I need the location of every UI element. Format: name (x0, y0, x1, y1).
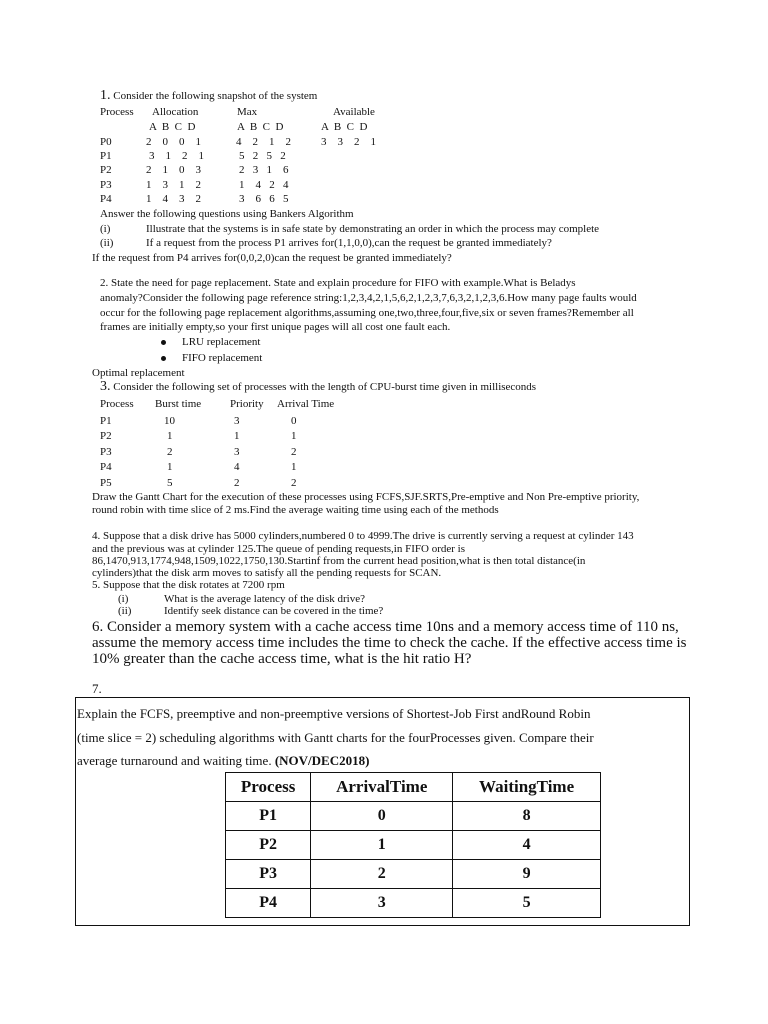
q1-answer-line: Answer the following questions using Bankers Algorithm (100, 208, 354, 220)
q3-cell: 1 (234, 430, 240, 442)
q3-number: 3. (100, 379, 111, 394)
table-row (226, 802, 601, 831)
q1-row-allocation: 2 0 0 1 (146, 136, 201, 148)
table-cell: 5 (453, 889, 601, 918)
q2-bullet-label: LRU replacement (182, 336, 261, 348)
q5-line: 5. Suppose that the disk rotates at 7200 rpm (92, 579, 285, 591)
q1-intro: Consider the following snapshot of the system (113, 90, 318, 102)
q5-item-number: (ii) (118, 605, 132, 617)
q1-row-process: P2 (100, 164, 112, 176)
q1-row-max: 4 2 1 2 (236, 136, 291, 148)
q7-line: average turnaround and waiting time. (77, 753, 275, 768)
q3-cell: 1 (167, 461, 173, 473)
q1-row-allocation: 3 1 2 1 (149, 150, 204, 162)
table-cell: 0 (311, 802, 453, 831)
bullet-icon (161, 340, 166, 345)
q1-row-allocation: 1 3 1 2 (146, 179, 201, 191)
q2-line: occur for the following page replacement algorithms,assuming one,two,three,four,five,six or seven frames?Remember all (100, 307, 634, 319)
q1-row-allocation: 1 4 3 2 (146, 193, 201, 205)
q1-header-max: Max (237, 106, 258, 118)
q3-tail: Draw the Gantt Chart for the execution of these processes using FCFS,SJF.SRTS,Pre-emptive and Non Pre-emptive priority, (92, 491, 640, 503)
q2-tail: Optimal replacement (92, 367, 185, 379)
q1-item-number: (ii) (100, 237, 114, 249)
q1-item-number: (i) (100, 223, 111, 235)
q1-sub-max: A B C D (237, 121, 284, 133)
q7-number: 7. (92, 681, 102, 696)
q3-header: Arrival Time (277, 398, 335, 410)
q3-cell: 3 (234, 446, 240, 458)
q3-header: Priority (230, 398, 264, 410)
q1-header-process: Process (100, 106, 134, 118)
q4-line: and the previous was at cylinder 125.The queue of pending requests,in FIFO order is (92, 543, 465, 555)
q1-row-process: P4 (100, 193, 112, 205)
table-cell: 1 (311, 831, 453, 860)
q3-cell: P1 (100, 415, 112, 427)
q5-item-number: (i) (118, 593, 129, 605)
q5-item-text: What is the average latency of the disk drive? (164, 593, 365, 605)
q1-row-max: 3 6 6 5 (239, 193, 289, 205)
q3-cell: 5 (167, 477, 173, 489)
table-cell: 3 (311, 889, 453, 918)
q6-line: 10% greater than the cache access time, what is the hit ratio H? (92, 651, 472, 667)
q3-cell: 1 (167, 430, 173, 442)
q1-header-allocation: Allocation (152, 106, 199, 118)
q1-tail: If the request from P4 arrives for(0,0,2,0)can the request be granted immediately? (92, 252, 452, 264)
q5-item-text: Identify seek distance can be covered in the time? (164, 605, 384, 617)
q1-sub-available: A B C D (321, 121, 368, 133)
table-row (226, 889, 601, 918)
q3-cell: 10 (164, 415, 175, 427)
table-row (226, 831, 601, 860)
q3-cell: 3 (234, 415, 240, 427)
q1-header-available: Available (333, 106, 375, 118)
table-cell: P2 (226, 831, 311, 860)
q3-title (100, 380, 536, 394)
q1-row-max: 5 2 5 2 (239, 150, 286, 162)
q7-table (225, 772, 601, 918)
q1-row-process: P3 (100, 179, 112, 191)
q3-header: Process (100, 398, 134, 410)
table-cell: P1 (226, 802, 311, 831)
q7-line-3 (77, 753, 369, 769)
q3-cell: P5 (100, 477, 112, 489)
q7-tag: (NOV/DEC2018) (274, 753, 370, 768)
q4-line: 86,1470,913,1774,948,1509,1022,1750,130.Startinf from the current head position,what is then total distance(in (92, 555, 586, 567)
q1-row-available: 3 3 2 1 (321, 136, 376, 148)
q3-cell: 0 (291, 415, 297, 427)
q3-cell: 2 (167, 446, 173, 458)
q1-item-text: Illustrate that the systems is in safe state by demonstrating an order in which the process may complete (146, 223, 600, 235)
table-header-cell: ArrivalTime (311, 773, 453, 802)
table-row (226, 860, 601, 889)
q1-title (100, 89, 317, 103)
q3-cell: 1 (291, 461, 297, 473)
q7-line: Explain the FCFS, preemptive and non-preemptive versions of Shortest-Job First andRound Robin (77, 706, 591, 721)
q3-header: Burst time (155, 398, 202, 410)
q1-row-allocation: 2 1 0 3 (146, 164, 201, 176)
q3-cell: P2 (100, 430, 112, 442)
q1-row-process: P1 (100, 150, 112, 162)
q3-cell: 2 (291, 477, 297, 489)
q1-item-text: If a request from the process P1 arrives for(1,1,0,0),can the request be granted immediately? (146, 237, 552, 249)
q1-row-max: 2 3 1 6 (239, 164, 289, 176)
q2-bullet-item (161, 351, 262, 365)
q2-bullet-label: FIFO replacement (182, 352, 263, 364)
table-cell: 9 (453, 860, 601, 889)
q3-cell: 2 (234, 477, 240, 489)
table-header-cell: Process (226, 773, 311, 802)
q1-number: 1. (100, 88, 111, 103)
q6-line: assume the memory access time includes the time to check the cache. If the effective access time is (92, 635, 687, 651)
q3-cell: P4 (100, 461, 112, 473)
table-header-cell: WaitingTime (453, 773, 601, 802)
q4-line: 4. Suppose that a disk drive has 5000 cylinders,numbered 0 to 4999.The drive is currently serving a request at cylinder 143 (92, 530, 634, 542)
bullet-icon (161, 356, 166, 361)
q2-line: anomaly?Consider the following page reference string:1,2,3,4,2,1,5,6,2,1,2,3,7,6,3,2,1,2,3,6.How many page faults would (100, 292, 637, 304)
table-cell: 4 (453, 831, 601, 860)
q6-line: 6. Consider a memory system with a cache access time 10ns and a memory access time of 110 ns, (92, 619, 679, 635)
q1-row-process: P0 (100, 136, 112, 148)
q2-line: frames are initially empty,so your first unique pages will all cost one fault each. (100, 321, 451, 333)
q3-tail: round robin with time slice of 2 ms.Find the average waiting time using each of the methods (92, 504, 499, 516)
q3-cell: 2 (291, 446, 297, 458)
q3-cell: 4 (234, 461, 240, 473)
q1-row-max: 1 4 2 4 (239, 179, 289, 191)
q2-bullet-item (161, 335, 261, 349)
q3-cell: 1 (291, 430, 297, 442)
table-cell: P4 (226, 889, 311, 918)
q3-cell: P3 (100, 446, 112, 458)
table-cell: P3 (226, 860, 311, 889)
q7-line: (time slice = 2) scheduling algorithms with Gantt charts for the fourProcesses given. Compare their (77, 730, 594, 745)
q3-intro: Consider the following set of processes with the length of CPU-burst time given in milliseconds (113, 381, 537, 393)
q2-line: 2. State the need for page replacement. State and explain procedure for FIFO with example.What is Beladys (100, 277, 576, 289)
q1-sub-allocation: A B C D (149, 121, 196, 133)
table-cell: 8 (453, 802, 601, 831)
table-cell: 2 (311, 860, 453, 889)
table-header-row (226, 773, 601, 802)
q4-line: cylinders)that the disk arm moves to satisfy all the pending requests for SCAN. (92, 567, 442, 579)
